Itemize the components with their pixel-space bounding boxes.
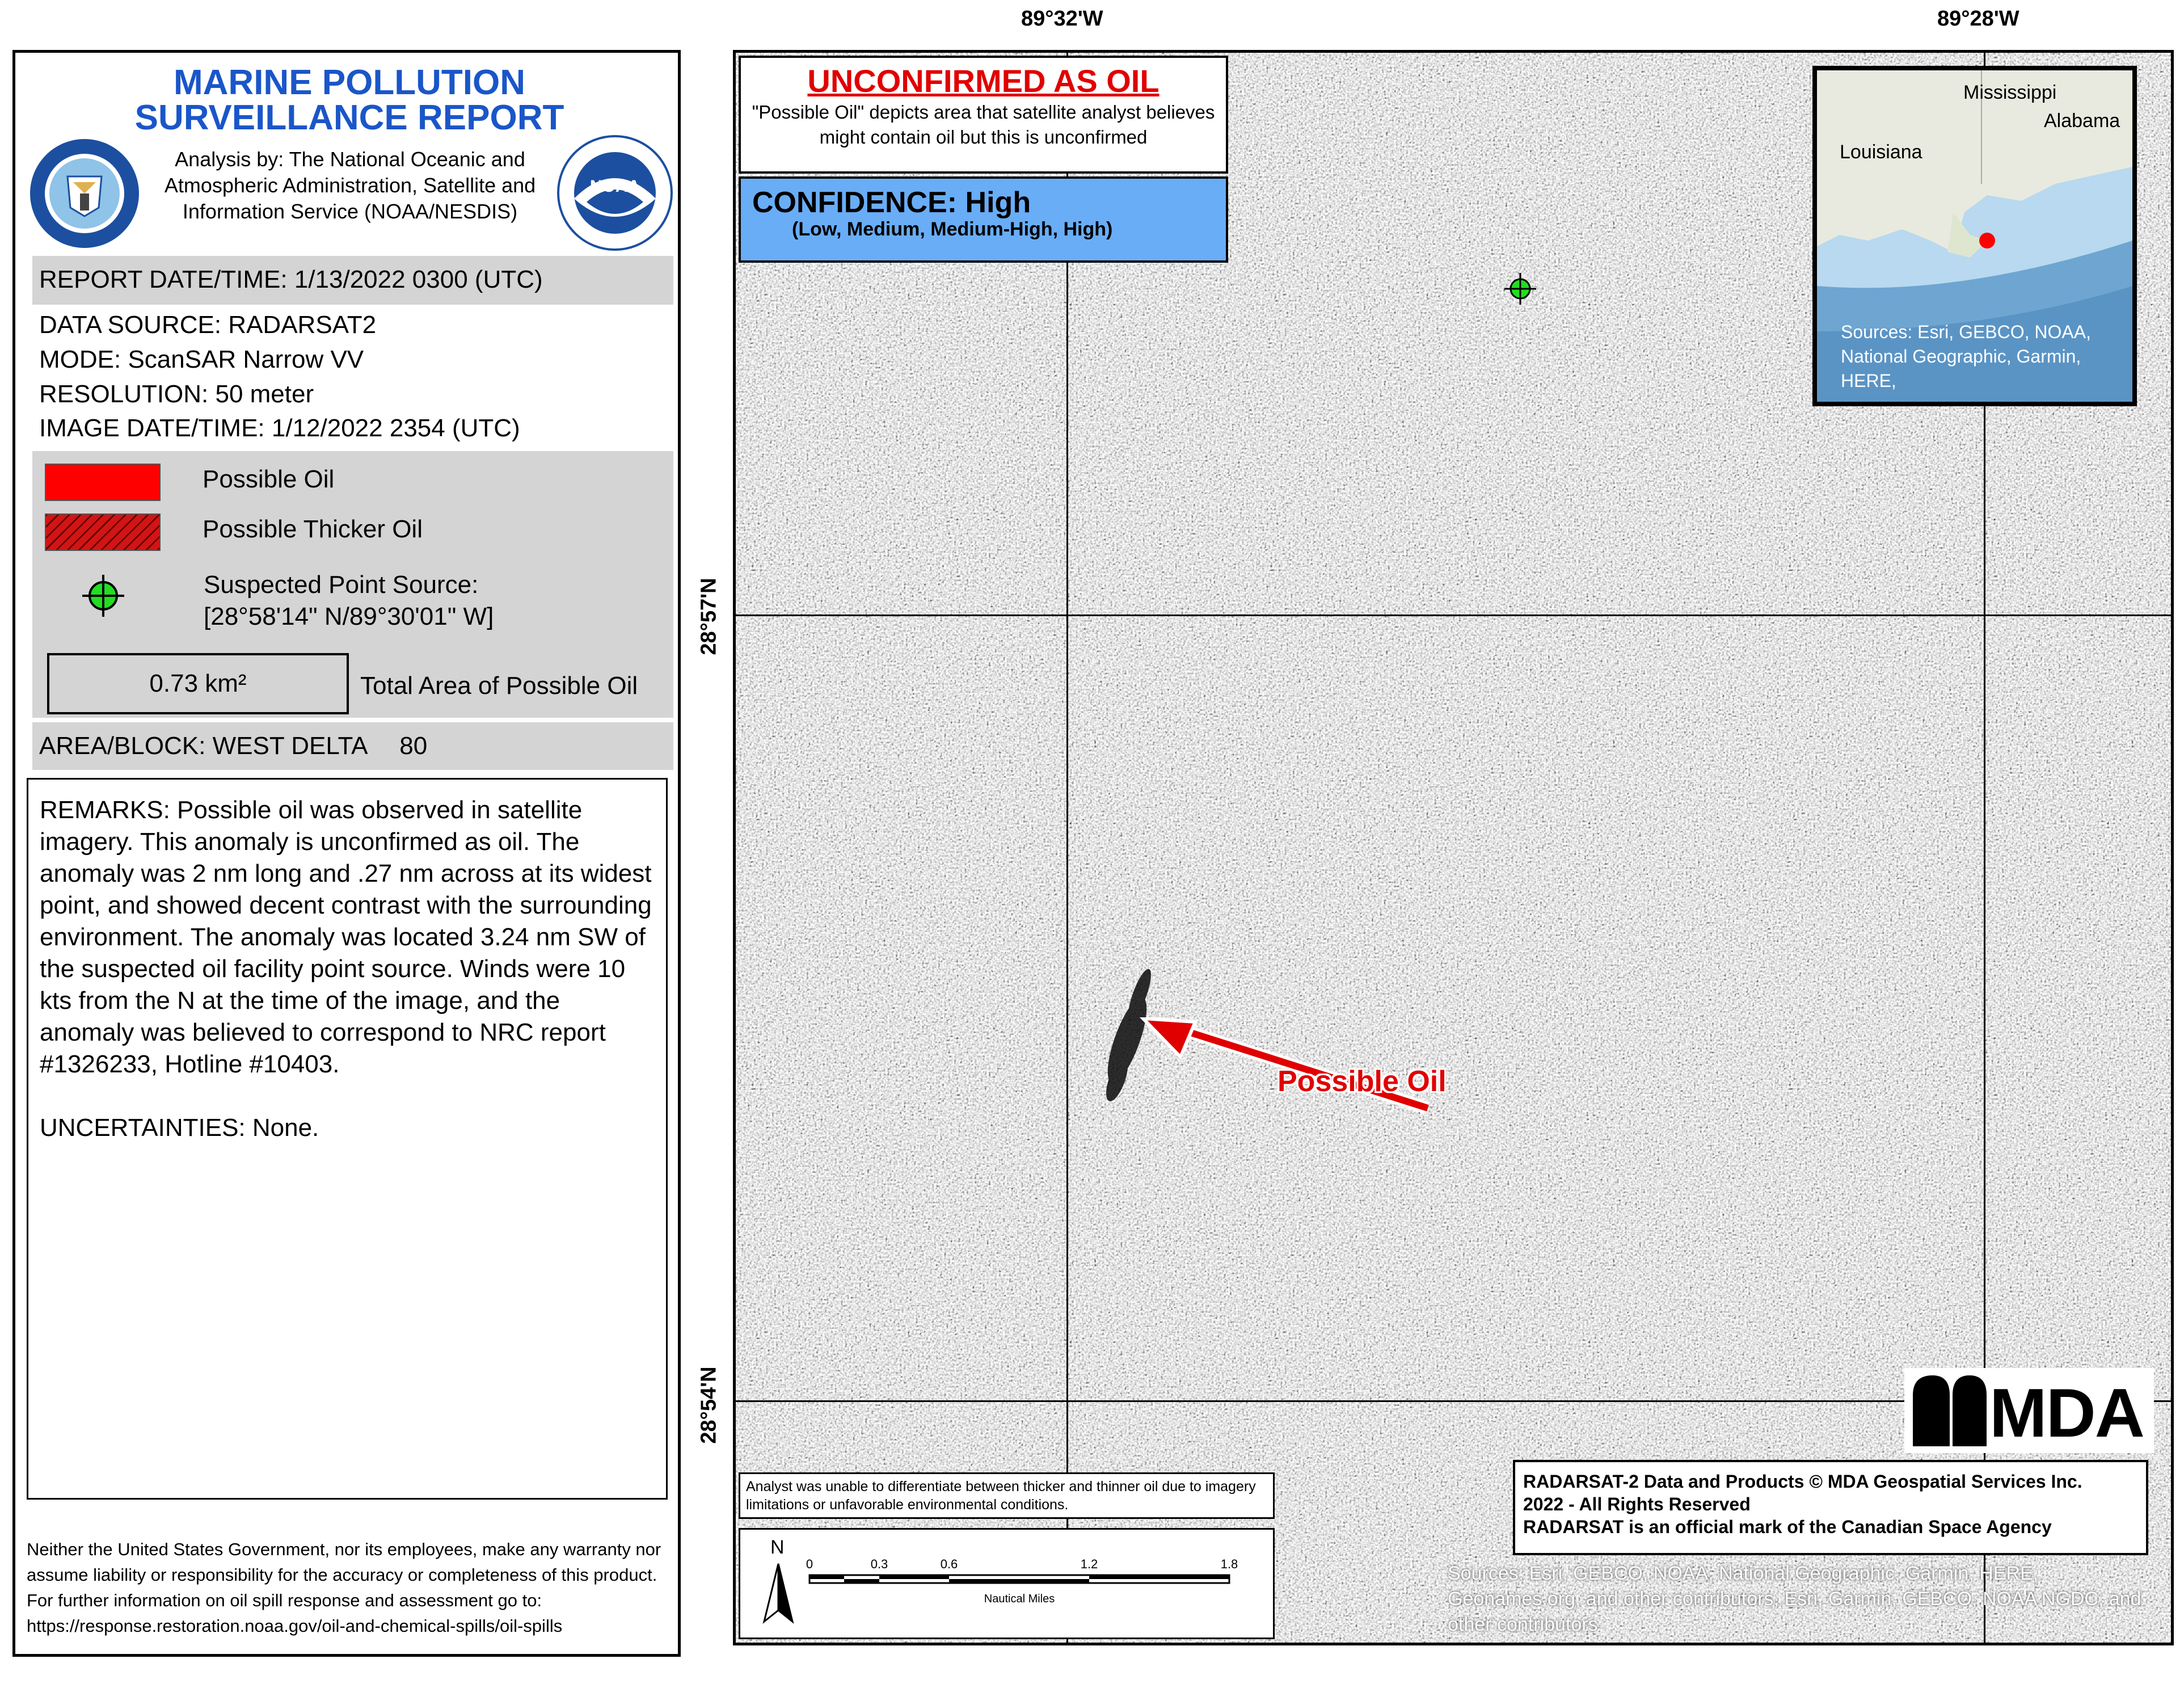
report-panel <box>12 50 681 1657</box>
possible-thicker-oil-label: Possible Thicker Oil <box>203 515 423 543</box>
mda-logo <box>1904 1368 2154 1453</box>
unconfirmed-box <box>739 56 1228 174</box>
report-datetime: REPORT DATE/TIME: 1/13/2022 0300 (UTC) <box>39 266 543 293</box>
copyright-line-1: RADARSAT-2 Data and Products © MDA Geospatial Services Inc. <box>1523 1471 2082 1492</box>
title-line-1: MARINE POLLUTION <box>174 63 525 102</box>
scale-tick-3: 1.2 <box>1080 1557 1098 1571</box>
image-datetime: IMAGE DATE/TIME: 1/12/2022 2354 (UTC) <box>39 414 520 442</box>
department-of-commerce-seal <box>28 137 141 250</box>
analysis-credit: Analysis by: The National Oceanic and Atmospheric Administration, Satellite and Information Service (NOAA/NESDIS) <box>164 148 536 223</box>
disclaimer-info: For further information on oil spill response and assessment go to: <box>27 1590 542 1610</box>
point-source-label: Suspected Point Source: <box>204 571 479 599</box>
inset-label-mississippi: Mississippi <box>1963 82 2057 103</box>
possible-oil-label: Possible Oil <box>203 465 335 493</box>
copyright-box <box>1513 1460 2148 1555</box>
analyst-note: Analyst was unable to differentiate between thicker and thinner oil due to imagery limitations or unfavorable environmental conditions. <box>739 1472 1275 1519</box>
scale-tick-1: 0.3 <box>870 1557 888 1571</box>
report-title <box>15 65 684 136</box>
disclaimer <box>27 1537 673 1639</box>
inset-label-louisiana: Louisiana <box>1840 141 1922 163</box>
title-line-2: SURVEILLANCE REPORT <box>134 98 564 137</box>
unconfirmed-title: UNCONFIRMED AS OIL <box>807 63 1160 99</box>
resolution: RESOLUTION: 50 meter <box>39 380 314 408</box>
graticule-lon-left <box>1066 50 1068 1645</box>
inset-sources: Sources: Esri, GEBCO, NOAA, National Geographic, Garmin, HERE, <box>1841 322 2091 391</box>
scale-tick-0: 0 <box>806 1557 813 1571</box>
scale-bar-box <box>739 1528 1275 1639</box>
graticule-lat-upper <box>733 614 2174 616</box>
mode: MODE: ScanSAR Narrow VV <box>39 346 364 373</box>
noaa-logo <box>557 135 673 251</box>
longitude-label-left: 89°32'W <box>1021 7 1103 31</box>
copyright-line-3: RADARSAT is an official mark of the Canadian Space Agency <box>1523 1517 2052 1537</box>
legend-box <box>32 451 673 718</box>
area-block-label: AREA/BLOCK: WEST DELTA <box>39 732 367 760</box>
disclaimer-text: Neither the United States Government, nor its employees, make any warranty nor assume liability or responsibility for the accuracy or completeness of this product. <box>27 1539 661 1585</box>
possible-oil-swatch <box>45 464 161 501</box>
data-source: DATA SOURCE: RADARSAT2 <box>39 311 377 339</box>
noaa-logo-text: NOAA <box>589 177 640 196</box>
disclaimer-url[interactable]: https://response.restoration.noaa.gov/oil-and-chemical-spills/oil-spills <box>27 1616 563 1636</box>
scale-tick-2: 0.6 <box>940 1557 958 1571</box>
north-label: N <box>770 1537 785 1558</box>
point-source-icon <box>82 575 124 617</box>
scale-unit: Nautical Miles <box>984 1593 1055 1605</box>
possible-oil-annotation: Possible Oil <box>1277 1065 1447 1098</box>
latitude-label-upper: 28°57'N <box>697 578 721 655</box>
scale-tick-4: 1.8 <box>1220 1557 1238 1571</box>
inset-label-alabama: Alabama <box>2044 110 2120 132</box>
confidence-scale: (Low, Medium, Medium-High, High) <box>792 218 1113 240</box>
report-datetime-row <box>32 256 673 305</box>
inset-locator-map <box>1812 66 2137 406</box>
possible-thicker-oil-swatch <box>45 513 161 551</box>
confidence-label: CONFIDENCE: High <box>752 186 1031 219</box>
area-block-row <box>32 722 673 770</box>
sar-map[interactable] <box>733 50 2174 1645</box>
area-block-number: 80 <box>399 732 428 760</box>
copyright-line-2: 2022 - All Rights Reserved <box>1523 1494 1751 1514</box>
unconfirmed-text: "Possible Oil" depicts area that satellite analyst believes might contain oil but this is unconfirmed <box>752 102 1215 148</box>
inset-location-marker <box>1979 233 1995 249</box>
uncertainties-text: UNCERTAINTIES: None. <box>40 1114 319 1142</box>
longitude-label-right: 89°28'W <box>1937 7 2019 31</box>
latitude-label-lower: 28°54'N <box>697 1366 721 1444</box>
basemap-sources: Sources: Esri, GEBCO, NOAA, National Geographic, Garmin, HERE, Geonames.org, and other contributors, Esri, Garmin, GEBCO, NOAA NGDC, and other contributors <box>1448 1563 2141 1635</box>
total-area-box <box>47 653 349 714</box>
mda-logo-text: MDA <box>1989 1374 2144 1451</box>
scale-bar <box>804 1541 1258 1626</box>
remarks-text: REMARKS: Possible oil was observed in satellite imagery. This anomaly is unconfirmed as oil. The anomaly was 2 nm long and .27 nm across at its widest point, and showed decent contrast with the surrounding environment. The anomaly was located 3.24 nm SW of the suspected oil facility point source. Winds were 10 kts from the N at the time of the image, and the anomaly was believed to correspond to NRC report #1326233, Hotline #10403. <box>40 796 652 1078</box>
point-source-coords: [28°58'14" N/89°30'01" W] <box>204 603 494 630</box>
point-source-marker[interactable] <box>1504 273 1536 305</box>
remarks-box <box>27 778 668 1500</box>
confidence-box <box>739 176 1228 263</box>
total-area-label: Total Area of Possible Oil <box>360 672 638 700</box>
total-area-value: 0.73 km² <box>149 670 247 697</box>
